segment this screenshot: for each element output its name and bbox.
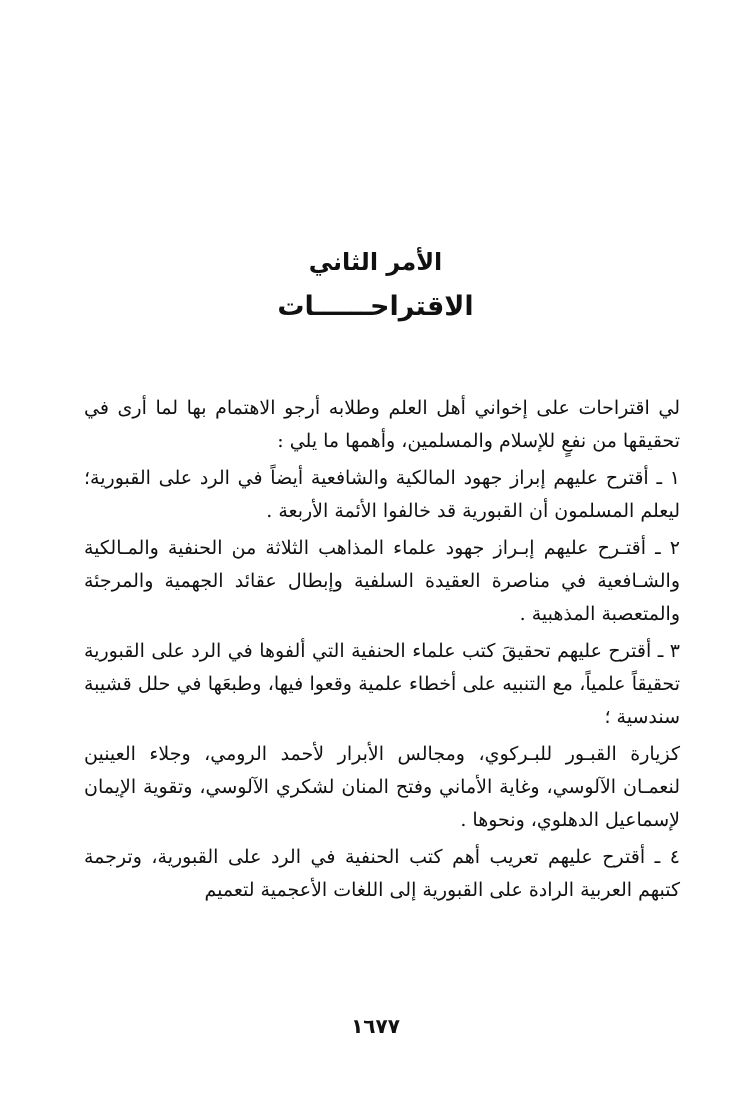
- paragraph-suggestion-1: ١ ـ أقترح عليهم إبراز جهود المالكية والشافعية أيضاً في الرد على القبورية؛ ليعلم المسلمون أن القبورية قد خالفوا الأئمة الأربعة .: [84, 467, 680, 522]
- paragraph-examples: كزيارة القبـور للبـركوي، ومجالس الأبرار لأحمد الرومي، وجلاء العينين لنعمـان الآلوسي، وغاية الأماني وفتح المنان لشكري الآلوسي، وتقوية الإيمان لإسماعيل الدهلوي، ونحوها .: [84, 743, 680, 831]
- body-text: [84, 392, 680, 911]
- page-number: ١٦٧٧: [351, 1014, 400, 1038]
- section-heading: الأمر الثاني: [308, 248, 443, 276]
- paragraph-suggestion-3: ٣ ـ أقترح عليهم تحقيقَ كتب علماء الحنفية التي ألفوها في الرد على القبورية تحقيقاً علمياً، مع التنبيه على أخطاء علمية وقعوا فيها، وطبعَها في حلل قشيبة سندسية ؛: [84, 640, 680, 728]
- section-subheading: الاقتراحــــــات: [277, 291, 474, 322]
- heading-block: [0, 242, 751, 328]
- paragraph-suggestion-4: ٤ ـ أقترح عليهم تعريب أهم كتب الحنفية في الرد على القبورية، وترجمة كتبهم العربية الرادة على القبورية إلى اللغات الأعجمية لتعميم: [84, 846, 680, 901]
- paragraph-intro: لي اقتراحات على إخواني أهل العلم وطلابه أرجو الاهتمام بها لما أرى في تحقيقها من نفعٍ للإسلام والمسلمين، وأهمها ما يلي :: [84, 397, 680, 452]
- paragraph-suggestion-2: ٢ ـ أقتـرح عليهم إبـراز جهود علماء المذاهب الثلاثة من الحنفية والمـالكية والشـافعية في مناصرة العقيدة السلفية وإبطال عقائد الجهمية والمرجئة والمتعصبة المذهبية .: [84, 537, 680, 625]
